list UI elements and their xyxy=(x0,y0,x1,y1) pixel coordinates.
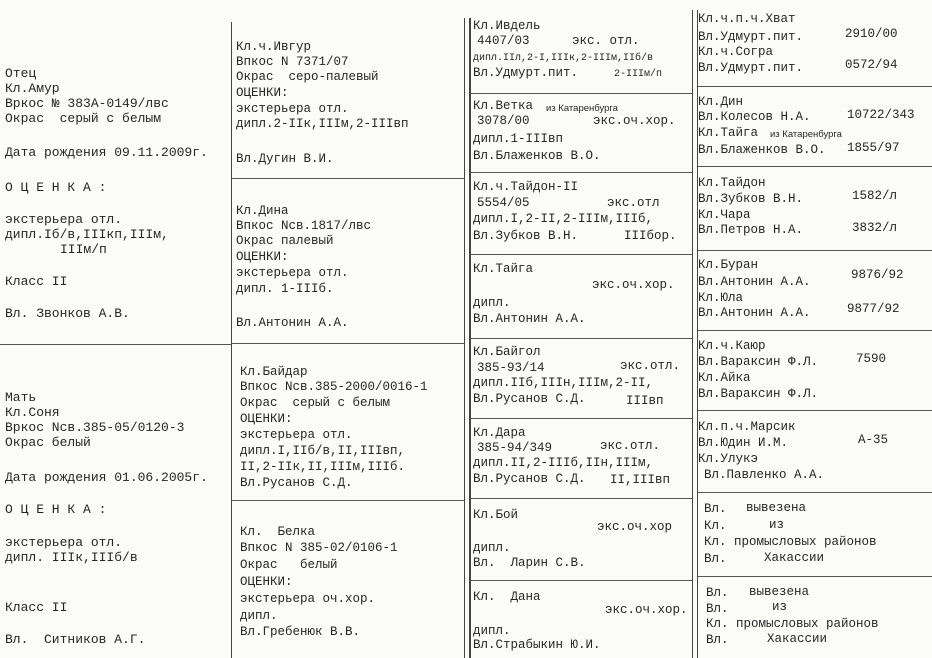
mother-diplomas: дипл. IIIк,IIIб/в xyxy=(5,550,138,565)
father-name: Кл.Амур xyxy=(5,81,60,96)
g4-14-line2a: Вл. xyxy=(706,602,729,616)
mother-registration: Вркос Nсв.385-05/0120-3 xyxy=(5,420,185,435)
g4-7-owner: Вл.Антонин А.А. xyxy=(698,275,811,289)
father-class: Класс II xyxy=(5,274,68,289)
g2-sire-owner: Вл.Дугин В.И. xyxy=(236,152,334,166)
g3-2-registration: 3078/00 xyxy=(477,114,530,128)
g3-3-registration: 5554/05 xyxy=(477,196,530,210)
g3-7-grade: экс.оч.хор xyxy=(597,520,673,534)
g4-14-line4a: Вл. xyxy=(706,633,729,647)
g4-1-number: 2910/00 xyxy=(845,27,898,41)
g3-8-grade: экс.оч.хор. xyxy=(605,603,688,617)
g3-5-registration: 385-93/14 xyxy=(477,361,545,375)
g4-8-name: Кл.Юла xyxy=(698,291,744,305)
g4-4-origin: из Катаренбурга xyxy=(770,129,842,140)
g4-13-line3: Кл. промысловых районов xyxy=(704,535,877,549)
g3-8-owner: Вл.Страбыкин Ю.И. xyxy=(473,638,601,652)
g3-6-extra: II,IIIвп xyxy=(610,473,671,487)
g4-6-number: 3832/л xyxy=(852,221,898,235)
g2-mdam-grades-label: ОЦЕНКИ: xyxy=(240,575,293,589)
g4-9-number: 7590 xyxy=(856,352,887,366)
g3-5-owner: Вл.Русанов С.Д. xyxy=(473,392,586,406)
g4-12-name: Кл.Улукэ xyxy=(698,452,759,466)
g2-sire-grades-label: ОЦЕНКИ: xyxy=(236,86,289,100)
g4-3-number: 10722/343 xyxy=(847,108,915,122)
g3-1-owner: Вл.Удмурт.пит. xyxy=(473,66,579,80)
row-divider-g3-4 xyxy=(470,338,692,339)
g3-3-extra: IIIбор. xyxy=(624,229,677,243)
g4-9-name: Кл.ч.Каюр xyxy=(698,339,766,353)
g2-msire-name: Кл.Байдар xyxy=(240,365,308,379)
mother-color: Окрас белый xyxy=(5,435,91,450)
g4-5-number: 1582/л xyxy=(852,189,898,203)
g3-8-diplomas: дипл. xyxy=(473,624,511,638)
row-divider-g3-3 xyxy=(470,254,692,255)
g2-msire-owner: Вл.Русанов С.Д. xyxy=(240,476,353,490)
g2-dam-owner: Вл.Антонин А.А. xyxy=(236,316,349,330)
g3-5-grade: экс.отл. xyxy=(620,359,681,373)
g4-3-owner: Вл.Колесов Н.А. xyxy=(698,110,811,124)
g4-10-owner: Вл.Вараксин Ф.Л. xyxy=(698,387,819,401)
g2-dam-color: Окрас палевый xyxy=(236,234,334,248)
column-divider-1 xyxy=(231,22,232,658)
g3-7-owner: Вл. Ларин С.В. xyxy=(473,556,586,570)
g4-2-name: Кл.ч.Согра xyxy=(698,45,774,59)
g4-14-line1b: вывезена xyxy=(749,585,810,599)
g3-4-grade: экс.оч.хор. xyxy=(592,278,675,292)
g2-dam-registration: Впкос Nсв.1817/лвс xyxy=(236,219,372,233)
g4-11-owner: Вл.Юдин И.М. xyxy=(698,436,789,450)
father-grade-title: О Ц Е Н К А : xyxy=(5,180,107,195)
g3-6-diplomas: дипл.II,2-IIIб,IIн,IIIм, xyxy=(473,456,654,470)
g3-1-grade: экс. отл. xyxy=(572,34,640,48)
g2-msire-diplomas: дипл.I,IIб/в,II,IIIвп, xyxy=(240,444,406,458)
g2-mdam-name: Кл. Белка xyxy=(240,525,316,539)
g4-5-owner: Вл.Зубков В.Н. xyxy=(698,192,804,206)
g3-1-extra: 2-IIIм/п xyxy=(614,69,663,80)
g2-mdam-diplomas: дипл. xyxy=(240,609,278,623)
g3-1-registration: 4407/03 xyxy=(477,34,530,48)
g4-8-number: 9877/92 xyxy=(847,302,900,316)
row-divider-g4-2 xyxy=(698,166,932,167)
g4-10-name: Кл.Айка xyxy=(698,371,751,385)
g3-4-diplomas: дипл. xyxy=(473,296,511,310)
g2-sire-exterior: экстерьера отл. xyxy=(236,102,349,116)
father-registration: Вркос № 383А-0149/лвс xyxy=(5,96,169,111)
father-owner: Вл. Звонков А.В. xyxy=(5,306,130,321)
g4-7-name: Кл.Буран xyxy=(698,258,759,272)
g3-7-diplomas: дипл. xyxy=(473,541,511,555)
g2-msire-diplomas-cont: II,2-IIк,II,IIIм,IIIб. xyxy=(240,460,406,474)
g2-dam-diplomas: дипл. 1-IIIб. xyxy=(236,282,334,296)
g2-msire-color: Окрас серый с белым xyxy=(240,396,391,410)
g2-msire-exterior: экстерьера отл. xyxy=(240,428,353,442)
g2-sire-color: Окрас серо-палевый xyxy=(236,70,379,84)
g4-7-number: 9876/92 xyxy=(851,268,904,282)
g4-1-name: Кл.ч.п.ч.Хват xyxy=(698,12,796,26)
row-divider-g3-2 xyxy=(470,172,692,173)
g4-14-line2b: из xyxy=(772,600,788,614)
g3-5-extra: IIIвп xyxy=(626,394,664,408)
g4-13-line2a: Кл. xyxy=(704,519,727,533)
row-divider-g2-3 xyxy=(232,500,464,501)
row-divider-g2-2 xyxy=(232,343,464,344)
g4-14-line4b: Хакассии xyxy=(767,632,828,646)
row-divider-g3-6 xyxy=(470,498,692,499)
g3-6-owner: Вл.Русанов С.Д. xyxy=(473,472,586,486)
g3-4-name: Кл.Тайга xyxy=(473,262,534,276)
row-divider-g2-1 xyxy=(232,178,464,179)
row-divider-g3-5 xyxy=(470,418,692,419)
g4-11-name: Кл.п.ч.Марсик xyxy=(698,420,796,434)
g2-dam-exterior: экстерьера отл. xyxy=(236,266,349,280)
g4-4-owner: Вл.Блаженков В.О. xyxy=(698,143,826,157)
g3-3-name: Кл.ч.Тайдон-II xyxy=(473,180,579,194)
g3-6-name: Кл.Дара xyxy=(473,426,526,440)
g4-13-line2b: из xyxy=(769,518,785,532)
g4-14-line1a: Вл. xyxy=(706,586,729,600)
g4-3-name: Кл.Дин xyxy=(698,95,744,109)
g4-6-owner: Вл.Петров Н.А. xyxy=(698,223,804,237)
row-divider-g4-1 xyxy=(698,86,932,87)
g3-1-name: Кл.Ивдель xyxy=(473,19,541,33)
father-exterior: экстерьера отл. xyxy=(5,212,123,227)
row-divider-g4-4 xyxy=(698,330,932,331)
g3-2-owner: Вл.Блаженков В.О. xyxy=(473,149,601,163)
column-divider-2 xyxy=(464,18,465,658)
father-diplomas-cont: IIIм/п xyxy=(60,242,107,257)
g2-mdam-owner: Вл.Гребенюк В.В. xyxy=(240,625,361,639)
g4-13-line4a: Вл. xyxy=(704,552,727,566)
g4-5-name: Кл.Тайдон xyxy=(698,176,766,190)
g3-4-owner: Вл.Антонин А.А. xyxy=(473,312,586,326)
g2-mdam-exterior: экстерьера оч.хор. xyxy=(240,592,376,606)
g3-2-diplomas: дипл.1-IIIвп xyxy=(473,132,564,146)
g3-3-grade: экс.отл xyxy=(607,196,660,210)
mother-class: Класс II xyxy=(5,600,68,615)
g4-13-line1b: вывезена xyxy=(746,501,807,515)
g4-2-number: 0572/94 xyxy=(845,58,898,72)
g3-8-name: Кл. Дана xyxy=(473,590,541,604)
g4-2-owner: Вл.Удмурт.пит. xyxy=(698,61,804,75)
mother-birth-date: Дата рождения 01.06.2005г. xyxy=(5,470,208,485)
g4-1-owner: Вл.Удмурт.пит. xyxy=(698,30,804,44)
g3-2-name: Кл.Ветка xyxy=(473,99,534,113)
g2-dam-grades-label: ОЦЕНКИ: xyxy=(236,250,289,264)
g3-2-grade: экс.оч.хор. xyxy=(593,114,676,128)
father-color: Окрас серый с белым xyxy=(5,111,162,126)
row-divider-g4-6 xyxy=(698,492,932,493)
g3-3-owner: Вл.Зубков В.Н. xyxy=(473,229,579,243)
row-divider-parents xyxy=(0,344,231,345)
g3-3-diplomas: дипл.I,2-II,2-IIIм,IIIб, xyxy=(473,212,654,226)
father-diplomas: дипл.Iб/в,IIIкп,IIIм, xyxy=(5,227,169,242)
g3-6-grade: экс.отл. xyxy=(600,439,661,453)
g3-5-diplomas: дипл.IIб,IIIн,IIIм,2-II, xyxy=(473,376,654,390)
g3-2-origin: из Катаренбурга xyxy=(546,103,618,114)
row-divider-g4-3 xyxy=(698,250,932,251)
father-birth-date: Дата рождения 09.11.2009г. xyxy=(5,145,208,160)
g4-4-name: Кл.Тайга xyxy=(698,126,759,140)
g2-dam-name: Кл.Дина xyxy=(236,204,289,218)
g4-4-number: 1855/97 xyxy=(847,141,900,155)
g2-mdam-registration: Впкос N 385-02/0106-1 xyxy=(240,541,398,555)
column-divider-3 xyxy=(692,10,693,658)
mother-role: Мать xyxy=(5,390,37,405)
row-divider-g4-7 xyxy=(698,576,932,577)
g3-7-name: Кл.Бой xyxy=(473,508,519,522)
father-role: Отец xyxy=(5,66,37,81)
mother-name: Кл.Соня xyxy=(5,405,60,420)
row-divider-g3-7 xyxy=(470,580,692,581)
g2-msire-grades-label: ОЦЕНКИ: xyxy=(240,412,293,426)
row-divider-g4-5 xyxy=(698,410,932,411)
g4-13-line1a: Вл. xyxy=(704,502,727,516)
g4-14-line3: Кл. промысловых районов xyxy=(706,617,879,631)
g2-msire-registration: Впкос Nсв.385-2000/0016-1 xyxy=(240,380,428,394)
row-divider-g3-1 xyxy=(470,93,692,94)
g2-mdam-color: Окрас белый xyxy=(240,558,338,572)
g4-6-name: Кл.Чара xyxy=(698,208,751,222)
g3-1-diplomas: дипл.IIл,2-I,IIIк,2-IIIм,IIб/в xyxy=(473,53,654,64)
mother-owner: Вл. Ситников А.Г. xyxy=(5,632,146,647)
g4-13-line4b: Хакассии xyxy=(764,551,825,565)
g4-8-owner: Вл.Антонин А.А. xyxy=(698,306,811,320)
mother-grade-title: О Ц Е Н К А : xyxy=(5,502,107,517)
g2-sire-registration: Впкос N 7371/07 xyxy=(236,55,349,69)
g4-11-number: А-35 xyxy=(858,433,889,447)
g2-sire-name: Кл.ч.Ивгур xyxy=(236,40,312,54)
g4-12-owner: Вл.Павленко А.А. xyxy=(704,468,825,482)
mother-exterior: экстерьера отл. xyxy=(5,535,123,550)
g2-sire-diplomas: дипл.2-IIк,IIIм,2-IIIвп xyxy=(236,117,409,131)
g3-6-registration: 385-94/349 xyxy=(477,441,553,455)
g3-5-name: Кл.Байгол xyxy=(473,345,541,359)
g4-9-owner: Вл.Вараксин Ф.Л. xyxy=(698,355,819,369)
